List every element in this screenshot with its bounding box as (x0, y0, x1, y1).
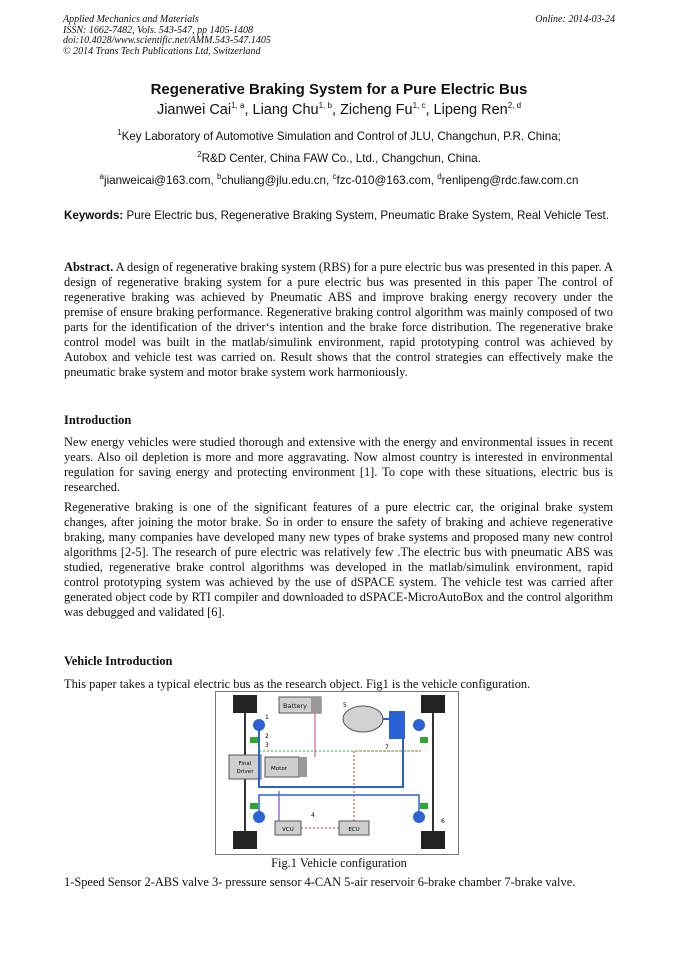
issn-line: ISSN: 1662-7482, Vols. 543-547, pp 1405-1408 (63, 24, 253, 36)
introduction-heading: Introduction (64, 413, 132, 427)
author-name: Liang Chu (252, 102, 319, 118)
email-sup: a (99, 172, 104, 182)
wheel-rear-right (421, 831, 445, 849)
email-text[interactable]: jianweicai@163.com (104, 174, 211, 187)
keywords-label: Keywords: (64, 209, 124, 222)
keywords-text: Pure Electric bus, Regenerative Braking System, Pneumatic Brake System, Real Vehicle Test. (126, 209, 609, 222)
wheel-front-left (233, 695, 257, 713)
wheel-rear-left (233, 831, 257, 849)
final-driver-label: Final (238, 761, 252, 767)
abs-valve (420, 737, 428, 743)
author-sup: 1, b (318, 101, 332, 111)
callout-5: 5 (343, 702, 347, 709)
callout-4: 4 (311, 812, 315, 819)
keywords (64, 208, 613, 223)
author-sup: 1, c (412, 101, 426, 111)
air-reservoir (343, 706, 383, 732)
motor-controller (299, 757, 307, 777)
callout-3: 3 (265, 742, 269, 749)
journal-header (63, 15, 271, 57)
callout-2: 2 (265, 733, 269, 740)
figure-legend: 1-Speed Sensor 2-ABS valve 3- pressure sensor 4-CAN 5-air reservoir 6-brake chamber 7-brake valve. (64, 875, 576, 889)
vehicle-configuration-figure (215, 691, 459, 855)
brake-valve (389, 711, 405, 739)
brake-chamber (413, 719, 425, 731)
introduction-paragraph-2: Regenerative braking is one of the significant features of a pure electric car, the original brake system changes, after joining the motor brake. So in order to ensure the safety of braking and achieve regenerative braking, many companies have developed many new types of brake systems and proposed many new control algorithms [2-5]. The research of pure electric was relatively few .The electric bus with pneumatic ABS was studied, regenerative brake control algorithms was developed in the matlab/simulink environment, rapid control prototyping system was achieved by the use of dSPACE system. The vehicle test was carried after generated object code by RTI compiler and downloaded to dSPACE-MicroAutoBox and the control algorithm was debugged and validated [6]. (64, 500, 613, 619)
aff-sup: 2 (197, 150, 202, 160)
figure-caption: Fig.1 Vehicle configuration (271, 856, 407, 870)
vehicle-diagram (215, 691, 459, 855)
ecu-label: ECU (348, 827, 360, 833)
final-driver-box (229, 755, 261, 779)
abstract-label: Abstract. (64, 260, 114, 274)
callout-1: 1 (265, 714, 269, 721)
online-date: Online: 2014-03-24 (535, 14, 615, 25)
author-name: Jianwei Cai (156, 102, 232, 118)
motor-label: Motor (271, 766, 287, 772)
vcu-label: VCU (282, 827, 294, 833)
callout-7: 7 (385, 744, 389, 751)
aff-sup: 1 (117, 128, 122, 138)
email-sup: c (332, 172, 337, 182)
affiliation-2 (0, 152, 678, 165)
battery-label: Battery (282, 702, 308, 710)
author-sup: 2, d (507, 101, 522, 111)
abstract-text: A design of regenerative braking system (RBS) for a pure electric bus was presented in this paper. A design of regenerative braking system for a pure electric bus was presented in this paper The control of regenerative braking was achieved by Pneumatic ABS and improve braking energy recovery under the premise of ensure braking performance. Regenerative braking control algorithm was mainly composed of two parts for the identification of the driver‘s intention and the brake force distribution. The regenerative brake control model was built in the matlab/simulink environment, rapid prototyping control was achieved by Autobox and vehicle test was carried on. Result shows that the control strategies can effectively make the pneumatic brake system and motor brake system work harmoniously. (64, 260, 613, 379)
aff-text: R&D Center, China FAW Co., Ltd., Changchun, China. (201, 152, 481, 165)
journal-name: Applied Mechanics and Materials (63, 14, 199, 25)
email-text[interactable]: chuliang@jlu.edu.cn (221, 174, 327, 187)
affiliation-1 (0, 130, 678, 143)
email-text[interactable]: renlipeng@rdc.faw.com.cn (441, 174, 579, 187)
abstract (64, 260, 613, 380)
battery-terminal (311, 697, 321, 713)
vehicle-intro-heading: Vehicle Introduction (64, 654, 173, 668)
vehicle-intro-paragraph: This paper takes a typical electric bus as the research object. Fig1 is the vehicle configuration. (64, 677, 531, 691)
paper-title: Regenerative Braking System for a Pure Electric Bus (150, 81, 528, 98)
wheel-front-right (421, 695, 445, 713)
email-text[interactable]: fzc-010@163.com (336, 174, 431, 187)
copyright-line: © 2014 Trans Tech Publications Ltd, Switzerland (63, 45, 261, 57)
author-list: Jianwei Cai$^{1, a}$, Liang Chu$^{1, b}$, Zicheng Fu$^{1, c}$, Lipeng Ren$^{2, d}$ (156, 101, 522, 118)
introduction-paragraph-1: New energy vehicles were studied thorough and extensive with the energy and environmental issues in recent years. Also oil depletion is more and more aggravating. Now almost country is interested in environmental regulation for saving energy and protecting environment [1]. To cope with these situations, electric bus is researched. (64, 435, 613, 494)
aff-text: Key Laboratory of Automotive Simulation and Control of JLU, Changchun, P.R. China; (121, 130, 561, 143)
email-line: $^a$jianweicai@163.com, $^b$chuliang@jlu.edu.cn, $^c$fzc-010@163.com, $^d$renlipeng@rdc.faw.com.cn (99, 172, 579, 187)
abs-valve (420, 803, 428, 809)
author-sup: 1, a (231, 101, 245, 111)
author-name: Zicheng Fu (340, 102, 413, 118)
email-sup: d (437, 172, 442, 182)
email-sup: b (216, 172, 222, 182)
abs-valve (250, 737, 258, 743)
final-driver-label: Driver (236, 769, 254, 775)
author-name: Lipeng Ren (433, 102, 508, 118)
doi-line: doi:10.4028/www.scientific.net/AMM.543-547.1405 (63, 35, 271, 46)
abs-valve (250, 803, 258, 809)
callout-6: 6 (441, 818, 445, 825)
